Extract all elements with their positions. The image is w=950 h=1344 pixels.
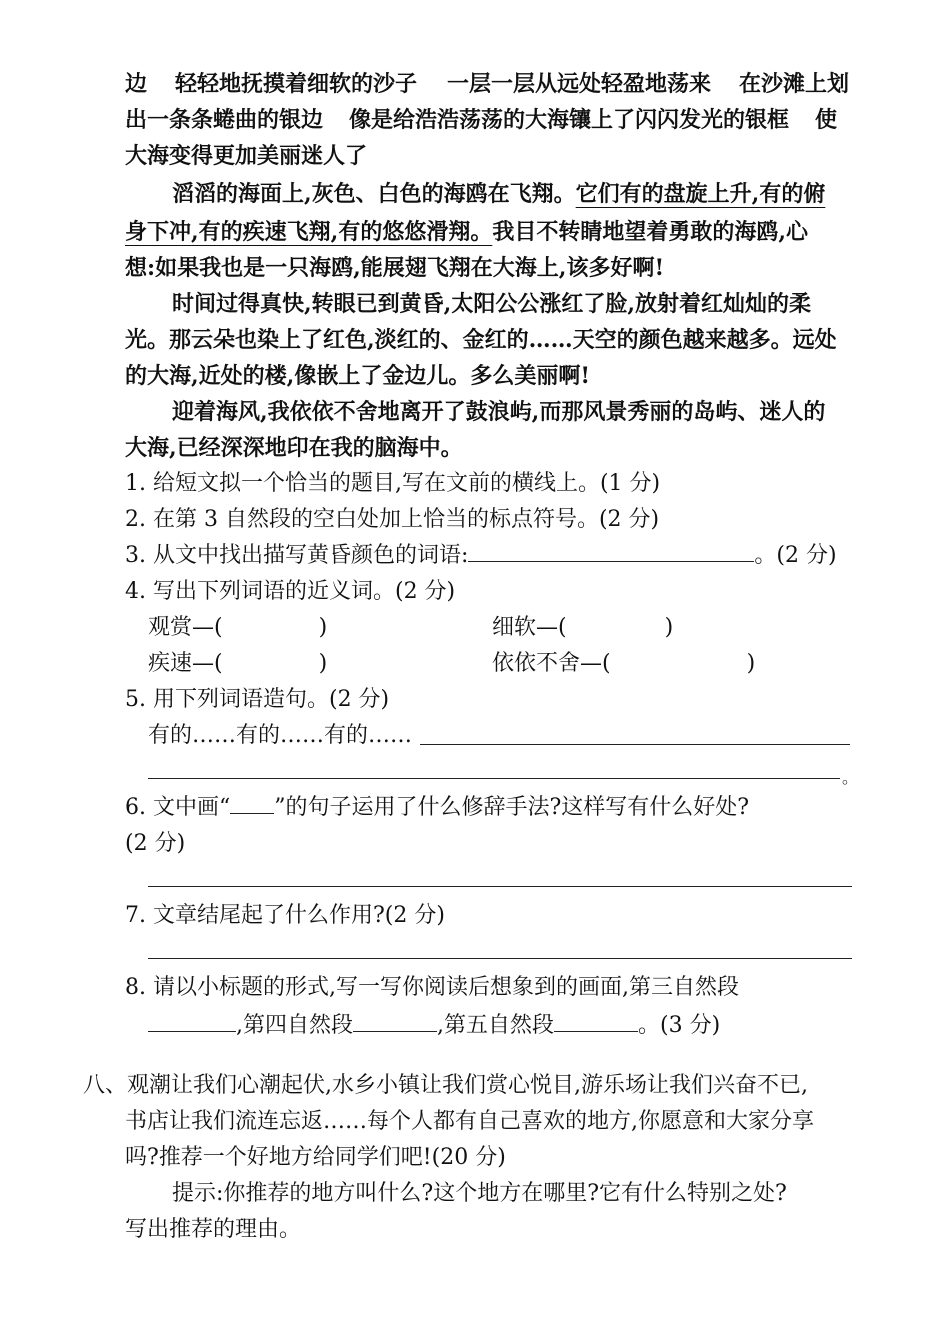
q8-points: 。(3 分): [638, 1013, 721, 1038]
answer-blank-q8-p4[interactable]: [353, 1009, 437, 1032]
q4-word: 细软—(: [492, 615, 567, 640]
q4-word: 疾速—(: [148, 651, 223, 676]
question-5-prompt: 有的……有的……有的……: [148, 723, 413, 748]
passage-p4-line2: [125, 214, 853, 250]
question-6-part-b: ”的句子运用了什么修辞手法?这样写有什么好处?: [274, 795, 750, 820]
q4-item-yiyibushe: [492, 646, 792, 682]
p3-l2-seg2: 像是给浩浩荡荡的大海镶上了闪闪发光的银框: [349, 107, 790, 133]
p3-l1-seg1: 边: [125, 71, 148, 97]
question-4: 4. 写出下列词语的近义词。(2 分): [125, 579, 456, 604]
q4-item-guanshang: [148, 610, 348, 646]
passage-p4-line3: 想:如果我也是一只海鸥,能展翅飞翔在大海上,该多好啊!: [125, 255, 665, 281]
question-6-points: (2 分): [125, 831, 186, 856]
answer-line-q6[interactable]: [148, 886, 852, 887]
passage-p3-line3: 大海变得更加美丽迷人了: [125, 143, 368, 169]
passage-p5-line2: 光。那云朵也染上了红色,淡红的、金红的……天空的颜色越来越多。远处: [125, 327, 837, 353]
question-1: 1. 给短文拟一个恰当的题目,写在文前的横线上。(1 分): [125, 471, 661, 496]
section-8-hint-line2: 写出推荐的理由。: [125, 1217, 302, 1242]
question-8-line1: 8. 请以小标题的形式,写一写你阅读后想象到的画面,第三自然段: [125, 975, 739, 1000]
section-8-line1: 八、观潮让我们心潮起伏,水乡小镇让我们赏心悦目,游乐场让我们兴奋不已,: [83, 1073, 808, 1098]
question-2: 2. 在第 3 自然段的空白处加上恰当的标点符号。(2 分): [125, 507, 660, 532]
answer-blank-q8-p3[interactable]: [148, 1009, 236, 1032]
passage-p6-line2: 大海,已经深深地印在我的脑海中。: [125, 435, 463, 461]
question-5-period: 。: [842, 768, 859, 787]
q4-word: 依依不舍—(: [492, 651, 611, 676]
question-3: [125, 538, 853, 574]
question-8-line2: [148, 1008, 848, 1044]
q4-item-xiruan: [492, 610, 692, 646]
p3-l1-seg4: 在沙滩上划: [739, 71, 850, 97]
question-3-points: 。(2 分): [754, 543, 837, 568]
answer-line-q5-2[interactable]: [148, 778, 840, 779]
passage-p5-line1: 时间过得真快,转眼已到黄昏,太阳公公涨红了脸,放射着红灿灿的柔: [172, 291, 811, 317]
q4-word: 观赏—(: [148, 615, 223, 640]
passage-p6-line1: 迎着海风,我依依不舍地离开了鼓浪屿,而那风景秀丽的岛屿、迷人的: [172, 399, 826, 425]
p4-l1-underlined-sentence: 它们有的盘旋上升,有的俯: [575, 181, 826, 207]
q4-close-paren: ): [318, 615, 328, 640]
p4-l2-plain: 我目不转睛地望着勇敢的海鸥,心: [492, 219, 808, 245]
answer-blank-q8-p5[interactable]: [554, 1009, 638, 1032]
section-8-line3: 吗?推荐一个好地方给同学们吧!(20 分): [125, 1145, 506, 1170]
q4-close-paren: ): [318, 651, 328, 676]
p3-l2-seg3: 使: [815, 107, 838, 133]
answer-line-q7[interactable]: [148, 958, 852, 959]
q4-item-jisu: [148, 646, 348, 682]
question-6-part-a: 6. 文中画“: [125, 795, 231, 820]
passage-p3-line1: [125, 66, 853, 102]
passage-p4-line1: [172, 176, 853, 212]
q8-para4-label: ,第四自然段: [236, 1013, 353, 1038]
underline-sample: [230, 791, 274, 814]
question-6: [125, 790, 853, 826]
section-8-line2: 书店让我们流连忘返……每个人都有自己喜欢的地方,你愿意和大家分享: [125, 1109, 814, 1134]
question-5: 5. 用下列词语造句。(2 分): [125, 687, 390, 712]
q4-close-paren: ): [746, 651, 756, 676]
q8-para5-label: ,第五自然段: [437, 1013, 554, 1038]
p4-l2-underlined-sentence: 身下冲,有的疾速飞翔,有的悠悠滑翔。: [125, 219, 493, 245]
question-3-text: 3. 从文中找出描写黄昏颜色的词语:: [125, 543, 469, 568]
passage-p3-line2: [125, 102, 853, 138]
passage-p5-line3: 的大海,近处的楼,像嵌上了金边儿。多么美丽啊!: [125, 363, 590, 389]
section-8-hint-line1: 提示:你推荐的地方叫什么?这个地方在哪里?它有什么特别之处?: [172, 1181, 787, 1206]
p4-l1-plain: 滔滔的海面上,灰色、白色的海鸥在飞翔。: [172, 181, 576, 207]
q4-close-paren: ): [664, 615, 674, 640]
p3-l1-seg2: 轻轻地抚摸着细软的沙子: [175, 71, 418, 97]
p3-l1-seg3: 一层一层从远处轻盈地荡来: [447, 71, 712, 97]
answer-blank-q3[interactable]: [468, 539, 754, 562]
p3-l2-seg1: 出一条条蜷曲的银边: [125, 107, 324, 133]
question-7: 7. 文章结尾起了什么作用?(2 分): [125, 903, 445, 928]
answer-line-q5-1[interactable]: [420, 744, 850, 745]
